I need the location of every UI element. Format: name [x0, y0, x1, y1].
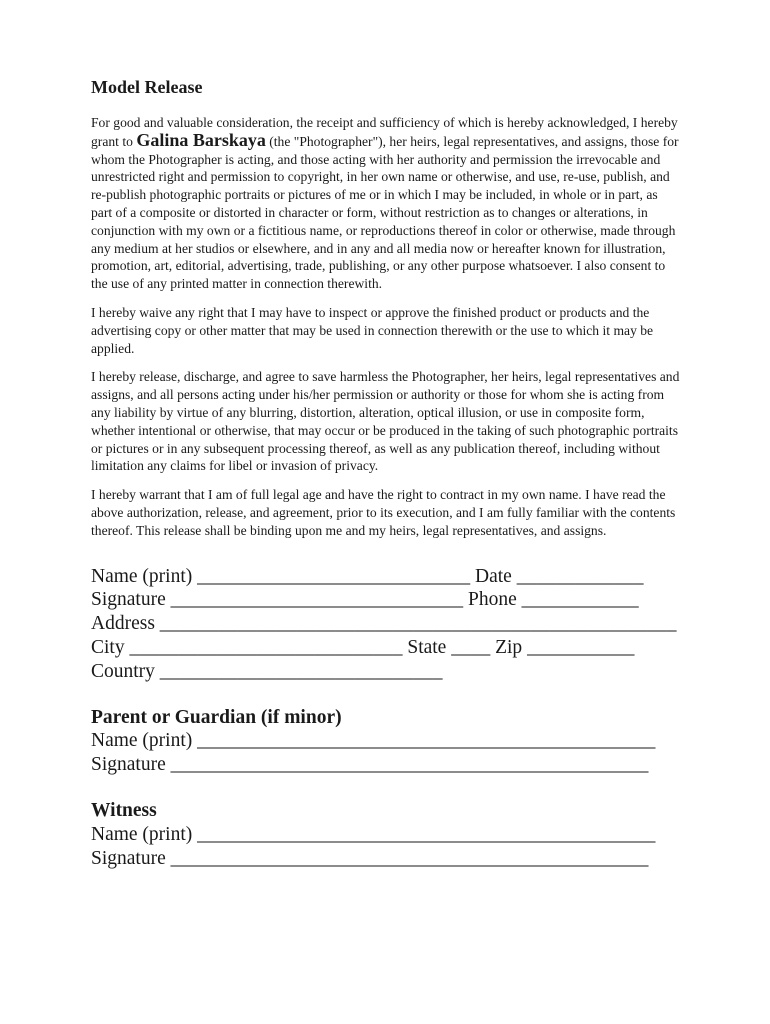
witness-name-label: Name (print) — [91, 823, 193, 845]
photographer-name: Galina Barskaya — [136, 129, 266, 150]
signature-phone-line — [91, 588, 681, 612]
waiver-paragraph: I hereby waive any right that I may have to inspect or approve the finished product or products and the advertising copy or other matter that may be used in connection therewith or the use to which it may be applied. — [91, 304, 654, 356]
warranty-paragraph: I hereby warrant that I am of full legal age and have the right to contract in my own name. I have read the above authorization, release, and agreement, prior to its execution, and I am fully familiar with the contents thereof. This release shall be binding upon me and my heirs, legal representatives, and assigns. — [91, 487, 676, 538]
city-field[interactable]: ____________________________ — [129, 636, 403, 658]
grant-paragraph — [91, 114, 681, 293]
country-label: Country — [91, 660, 155, 682]
address-field[interactable]: _____________________________________________________ — [159, 613, 677, 635]
model-info-form — [91, 565, 681, 684]
signature-label: Signature — [91, 589, 166, 611]
witness-signature-label: Signature — [91, 847, 166, 869]
document-page — [91, 76, 681, 870]
state-label: State — [407, 636, 447, 658]
address-label: Address — [91, 613, 155, 635]
zip-field[interactable]: ___________ — [527, 636, 635, 658]
name-label: Name (print) — [91, 565, 193, 587]
city-label: City — [91, 636, 125, 658]
guardian-name-field[interactable]: _______________________________________________ — [197, 730, 656, 752]
state-field[interactable]: ____ — [451, 636, 491, 658]
country-field[interactable]: _____________________________ — [159, 660, 443, 682]
grant-text-before: For good and valuable consideration, the receipt and sufficiency of which is hereby acknowledged, I hereby grant to — [91, 115, 678, 149]
guardian-heading: Parent or Guardian (if minor) — [91, 706, 342, 728]
date-field[interactable]: _____________ — [516, 565, 644, 587]
name-field[interactable]: ____________________________ — [197, 565, 471, 587]
phone-field[interactable]: ____________ — [521, 589, 639, 611]
date-label: Date — [475, 565, 512, 587]
witness-signature-line — [91, 847, 681, 871]
guardian-signature-line — [91, 753, 681, 777]
country-line — [91, 660, 681, 684]
city-state-zip-line — [91, 636, 681, 660]
zip-label: Zip — [495, 636, 523, 658]
witness-name-line — [91, 823, 681, 847]
guardian-signature-label: Signature — [91, 754, 166, 776]
guardian-signature-field[interactable]: _________________________________________________ — [170, 754, 649, 776]
witness-heading: Witness — [91, 799, 157, 821]
release-paragraph: I hereby release, discharge, and agree to save harmless the Photographer, her heirs, legal representatives and assigns, and all persons acting under his/her permission or authority or those for whom she is acting from any liability by virtue of any blurring, distortion, alteration, optical illusion, or use in composite form, whether intentional or otherwise, that may occur or be produced in the taking of such photographic portraits or pictures or in any subsequent processing thereof, as well as any publication thereof, including without limitation any claims for libel or invasion of privacy. — [91, 369, 680, 474]
phone-label: Phone — [467, 589, 517, 611]
witness-name-field[interactable]: _______________________________________________ — [197, 823, 656, 845]
document-title: Model Release — [91, 77, 203, 97]
name-date-line — [91, 565, 681, 589]
guardian-name-label: Name (print) — [91, 730, 193, 752]
witness-signature-field[interactable]: _________________________________________________ — [170, 847, 649, 869]
signature-field[interactable]: ______________________________ — [170, 589, 464, 611]
guardian-name-line — [91, 729, 681, 753]
address-line — [91, 612, 681, 636]
grant-text-after: (the "Photographer"), her heirs, legal representatives, and assigns, those for whom the Photographer is acting, and those acting with her authority and permission the irrevocable and unrestricted right and permission to copyright, in her own name or otherwise, and use, re-use, publish, and re-publish photographic portraits or pictures of me or in which I may be included, in whole or in part, as part of a composite or distorted in character or form, without restriction as to changes or alterations, in conjunction with my own or a fictitious name, or reproductions thereof in color or otherwise, made through any medium at her studios or elsewhere, and in any and all media now or hereafter known for illustration, promotion, art, editorial, advertising, trade, publishing, or any other purpose whatsoever. I also consent to the use of any printed matter in connection therewith. — [91, 133, 679, 292]
